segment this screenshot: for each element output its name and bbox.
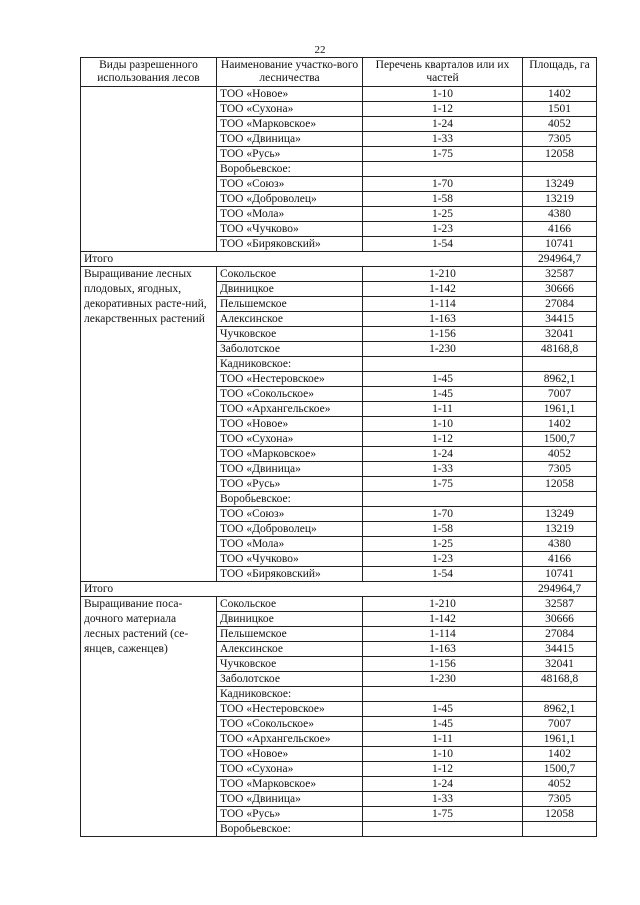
quarters-cell: 1-45 [363,717,523,732]
forestry-name-cell: Пельшемское [217,297,363,312]
area-cell: 27084 [523,627,597,642]
total-value: 294964,7 [523,582,597,597]
total-label: Итого [81,582,523,597]
area-cell: 32587 [523,597,597,612]
area-cell [523,492,597,507]
area-cell: 13249 [523,177,597,192]
forestry-name-cell: ТОО «Новое» [217,417,363,432]
forestry-name-cell: ТОО «Русь» [217,147,363,162]
area-cell: 12058 [523,477,597,492]
quarters-cell [363,357,523,372]
area-cell: 4380 [523,207,597,222]
quarters-cell: 1-58 [363,192,523,207]
quarters-cell: 1-75 [363,477,523,492]
forestry-name-cell: ТОО «Русь» [217,477,363,492]
quarters-cell: 1-210 [363,267,523,282]
forestry-name-cell: Кадниковское: [217,357,363,372]
forestry-name-cell: Двиницкое [217,282,363,297]
area-cell: 13219 [523,522,597,537]
area-cell: 1961,1 [523,402,597,417]
header-area: Площадь, га [523,58,597,87]
quarters-cell: 1-11 [363,402,523,417]
area-cell: 48168,8 [523,672,597,687]
area-cell [523,357,597,372]
forestry-name-cell: Сокольское [217,267,363,282]
quarters-cell: 1-45 [363,372,523,387]
quarters-cell: 1-33 [363,462,523,477]
table-header-row [81,58,597,87]
forestry-name-cell: ТОО «Сухона» [217,432,363,447]
area-cell: 1500,7 [523,762,597,777]
forestry-name-cell: ТОО «Биряковский» [217,237,363,252]
area-cell: 30666 [523,612,597,627]
quarters-cell: 1-23 [363,222,523,237]
forestry-name-cell: Пельшемское [217,627,363,642]
area-cell: 7007 [523,387,597,402]
area-cell: 12058 [523,147,597,162]
total-row [81,582,597,597]
quarters-cell [363,162,523,177]
area-cell: 8962,1 [523,372,597,387]
area-cell: 32587 [523,267,597,282]
area-cell: 34415 [523,642,597,657]
area-cell: 8962,1 [523,702,597,717]
quarters-cell: 1-10 [363,87,523,102]
quarters-cell: 1-156 [363,327,523,342]
area-cell: 32041 [523,327,597,342]
page-number: 22 [314,44,326,56]
header-quarters: Перечень кварталов или их частей [363,58,523,87]
forestry-name-cell: ТОО «Сокольское» [217,717,363,732]
forestry-name-cell: ТОО «Нестеровское» [217,372,363,387]
forestry-name-cell: Алексинское [217,642,363,657]
forestry-name-cell: ТОО «Архангельское» [217,732,363,747]
quarters-cell [363,687,523,702]
quarters-cell: 1-24 [363,117,523,132]
quarters-cell: 1-10 [363,417,523,432]
forestry-name-cell: ТОО «Марковское» [217,777,363,792]
area-cell: 30666 [523,282,597,297]
quarters-cell: 1-33 [363,132,523,147]
forestry-name-cell: ТОО «Чучково» [217,552,363,567]
quarters-cell: 1-54 [363,567,523,582]
forestry-name-cell: Чучковское [217,657,363,672]
quarters-cell: 1-114 [363,297,523,312]
forestry-name-cell: ТОО «Сокольское» [217,387,363,402]
table-row [81,267,597,282]
quarters-cell: 1-45 [363,387,523,402]
forestry-name-cell: ТОО «Архангельское» [217,402,363,417]
quarters-cell: 1-70 [363,507,523,522]
quarters-cell: 1-12 [363,762,523,777]
forestry-name-cell: Алексинское [217,312,363,327]
area-cell: 4052 [523,447,597,462]
forestry-name-cell: Сокольское [217,597,363,612]
area-cell: 1500,7 [523,432,597,447]
forestry-name-cell: ТОО «Чучково» [217,222,363,237]
forestry-name-cell: ТОО «Марковское» [217,117,363,132]
area-cell: 1402 [523,417,597,432]
quarters-cell: 1-230 [363,342,523,357]
forestry-name-cell: Двиницкое [217,612,363,627]
quarters-cell: 1-45 [363,702,523,717]
forestry-name-cell: Воробьевское: [217,492,363,507]
forestry-name-cell: ТОО «Новое» [217,747,363,762]
table-row [81,87,597,102]
forestry-name-cell: ТОО «Биряковский» [217,567,363,582]
quarters-cell: 1-163 [363,642,523,657]
total-row [81,252,597,267]
quarters-cell: 1-12 [363,102,523,117]
area-cell: 1402 [523,87,597,102]
quarters-cell: 1-24 [363,777,523,792]
forestry-name-cell: Чучковское [217,327,363,342]
area-cell: 1501 [523,102,597,117]
area-cell: 7305 [523,132,597,147]
forestry-name-cell: Заболотское [217,342,363,357]
forest-use-table [80,57,597,837]
quarters-cell: 1-33 [363,792,523,807]
forestry-name-cell: Кадниковское: [217,687,363,702]
quarters-cell: 1-24 [363,447,523,462]
forestry-name-cell: ТОО «Мола» [217,537,363,552]
forestry-name-cell: ТОО «Двиница» [217,462,363,477]
area-cell: 32041 [523,657,597,672]
area-cell: 1961,1 [523,732,597,747]
forestry-name-cell: ТОО «Двиница» [217,792,363,807]
forestry-name-cell: ТОО «Сухона» [217,102,363,117]
area-cell: 4166 [523,222,597,237]
forestry-name-cell: Воробьевское: [217,822,363,837]
table-body [81,87,597,837]
area-cell: 10741 [523,237,597,252]
area-cell: 7305 [523,462,597,477]
forestry-name-cell: ТОО «Мола» [217,207,363,222]
table-row [81,597,597,612]
quarters-cell: 1-70 [363,177,523,192]
area-cell: 10741 [523,567,597,582]
forestry-name-cell: ТОО «Русь» [217,807,363,822]
forestry-name-cell: ТОО «Марковское» [217,447,363,462]
forestry-name-cell: Заболотское [217,672,363,687]
use-kind-cell: Выращивание лесных плодовых, ягодных, декоративных расте-ний, лекарственных растений [81,267,217,582]
area-cell: 12058 [523,807,597,822]
quarters-cell: 1-25 [363,537,523,552]
area-cell: 34415 [523,312,597,327]
use-kind-cell [81,87,217,252]
quarters-cell: 1-210 [363,597,523,612]
area-cell: 27084 [523,297,597,312]
quarters-cell: 1-54 [363,237,523,252]
area-cell: 48168,8 [523,342,597,357]
quarters-cell: 1-75 [363,147,523,162]
use-kind-cell: Выращивание поса-дочного материала лесных растений (се-янцев, саженцев) [81,597,217,837]
forestry-name-cell: ТОО «Сухона» [217,762,363,777]
area-cell [523,162,597,177]
area-cell: 1402 [523,747,597,762]
area-cell [523,822,597,837]
forestry-name-cell: ТОО «Двиница» [217,132,363,147]
forestry-name-cell: ТОО «Новое» [217,87,363,102]
area-cell: 4166 [523,552,597,567]
quarters-cell [363,492,523,507]
forestry-name-cell: ТОО «Союз» [217,177,363,192]
forestry-name-cell: Воробьевское: [217,162,363,177]
area-cell: 13219 [523,192,597,207]
header-name: Наименование участко-вого лесничества [217,58,363,87]
forestry-name-cell: ТОО «Доброволец» [217,522,363,537]
area-cell: 4380 [523,537,597,552]
area-cell: 4052 [523,777,597,792]
quarters-cell: 1-23 [363,552,523,567]
quarters-cell: 1-142 [363,282,523,297]
quarters-cell: 1-156 [363,657,523,672]
quarters-cell: 1-12 [363,432,523,447]
quarters-cell: 1-10 [363,747,523,762]
quarters-cell: 1-25 [363,207,523,222]
quarters-cell: 1-11 [363,732,523,747]
forestry-name-cell: ТОО «Доброволец» [217,192,363,207]
quarters-cell: 1-58 [363,522,523,537]
area-cell: 7007 [523,717,597,732]
area-cell: 4052 [523,117,597,132]
forestry-name-cell: ТОО «Союз» [217,507,363,522]
total-label: Итого [81,252,523,267]
area-cell: 7305 [523,792,597,807]
header-kind: Виды разрешенного использования лесов [81,58,217,87]
quarters-cell: 1-163 [363,312,523,327]
quarters-cell: 1-75 [363,807,523,822]
area-cell: 13249 [523,507,597,522]
quarters-cell: 1-142 [363,612,523,627]
forestry-name-cell: ТОО «Нестеровское» [217,702,363,717]
quarters-cell: 1-114 [363,627,523,642]
quarters-cell: 1-230 [363,672,523,687]
area-cell [523,687,597,702]
quarters-cell [363,822,523,837]
total-value: 294964,7 [523,252,597,267]
